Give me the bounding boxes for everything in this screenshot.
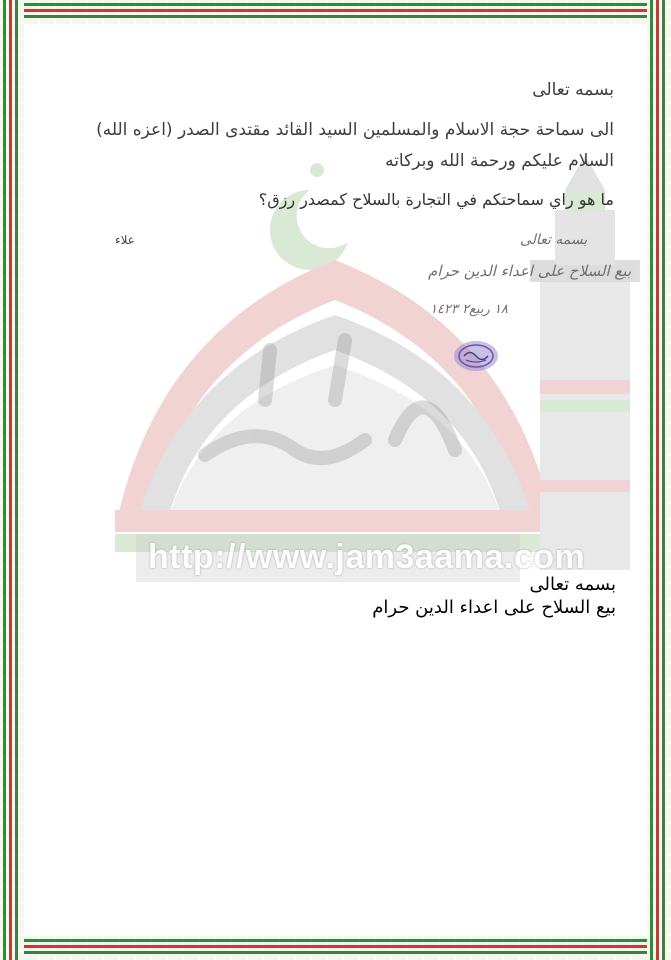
border-left — [0, 0, 24, 960]
border-top — [0, 0, 671, 24]
question-text: ما هو راي سماحتكم في التجارة بالسلاح كمصدر رزق؟ — [258, 190, 614, 209]
border-bottom — [0, 936, 671, 960]
question-greeting: السلام عليكم ورحمة الله وبركاته — [385, 151, 614, 171]
answer-ruling: بيع السلاح على اعداء الدين حرام — [372, 597, 616, 618]
handwritten-ruling: بيع السلاح على اعداء الدين حرام — [428, 262, 632, 280]
sender-name: علاء — [115, 233, 135, 247]
question-addressee: الى سماحة حجة الاسلام والمسلمين السيد القائد مقتدى الصدر (اعزه الله) — [96, 120, 614, 140]
handwritten-invocation: بسمه تعالى — [520, 232, 588, 248]
handwritten-date: ١٨ ربيع٢ ١٤٢٣ — [430, 302, 508, 317]
official-seal-icon — [452, 339, 500, 373]
answer-invocation: بسمه تعالى — [529, 574, 616, 595]
watermark-url: http://www.jam3aama.com — [148, 538, 586, 576]
question-invocation: بسمه تعالى — [532, 80, 614, 100]
